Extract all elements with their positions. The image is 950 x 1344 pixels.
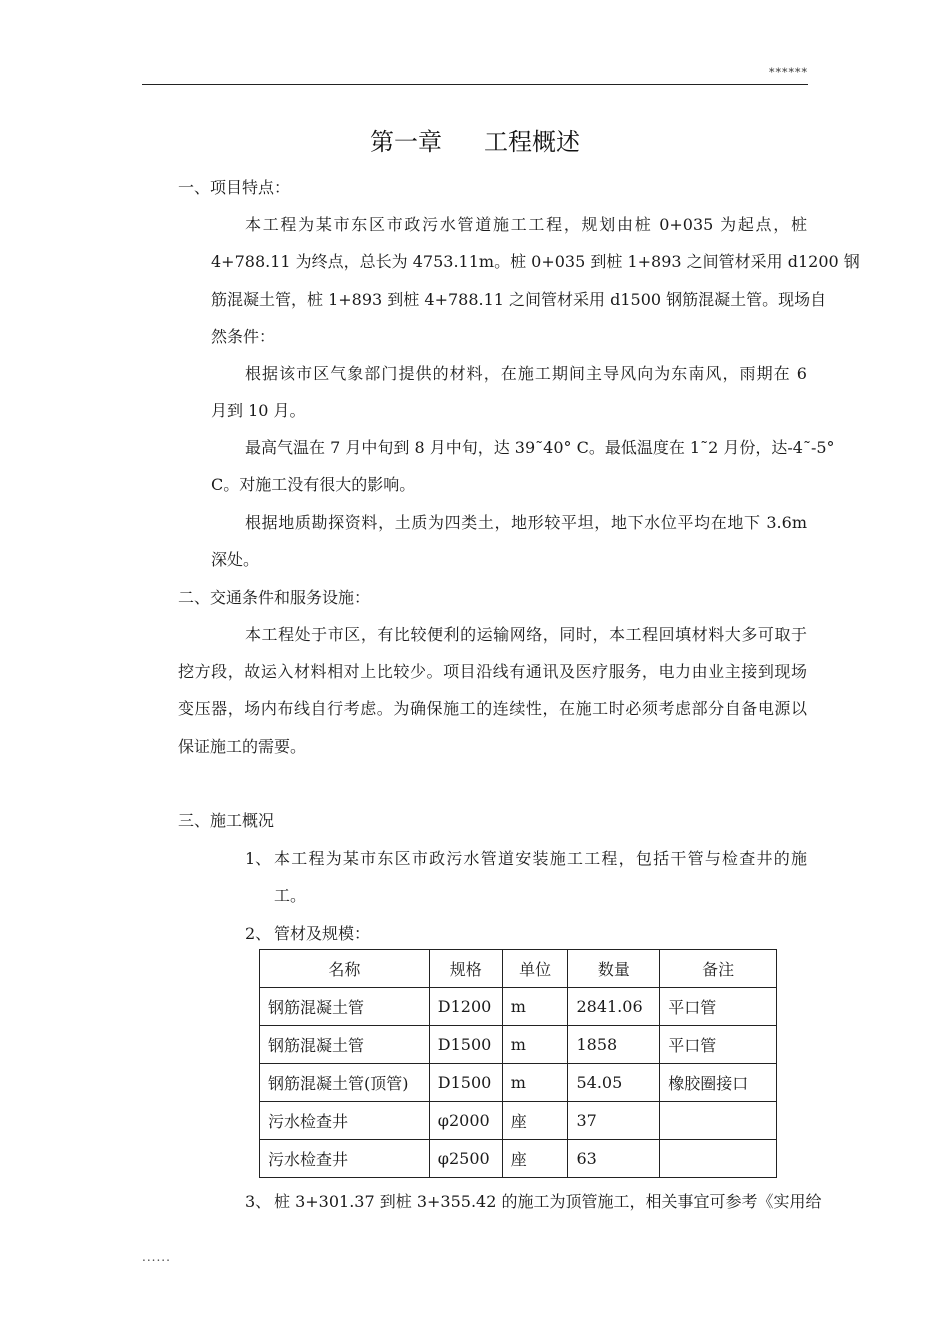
table-cell: m xyxy=(502,1064,568,1102)
section1-para4-line1: 根据地质勘探资料，土质为四类土，地形较平坦，地下水位平均在地下 3.6m xyxy=(245,513,807,532)
section2-para-line3: 变压器，场内布线自行考虑。为确保施工的连续性，在施工时必须考虑部分自备电源以 xyxy=(178,699,807,718)
section1-para2-line1: 根据该市区气象部门提供的材料，在施工期间主导风向为东南风，雨期在 6 xyxy=(245,364,807,383)
header-rule xyxy=(142,84,808,85)
section1-para3-line2: C。对施工没有很大的影响。 xyxy=(211,475,416,494)
section1-para3-line1: 最高气温在 7 月中旬到 8 月中旬，达 39˜40° C。最低温度在 1˜2 月份，达-4˜-5° xyxy=(245,438,835,457)
table-header-cell: 数量 xyxy=(568,950,660,988)
table-row xyxy=(260,1140,777,1178)
table-cell: 1858 xyxy=(568,1026,660,1064)
table-header-cell: 规格 xyxy=(429,950,502,988)
table-cell: D1500 xyxy=(429,1064,502,1102)
table-cell: 钢筋混凝土管(顶管) xyxy=(260,1064,430,1102)
table-cell: m xyxy=(502,1026,568,1064)
table-header-cell: 名称 xyxy=(260,950,430,988)
section1-para1-line2: 4+788.11 为终点，总长为 4753.11m。桩 0+035 到桩 1+893 之间管材采用 d1200 钢 xyxy=(211,252,860,271)
table-cell: 座 xyxy=(502,1102,568,1140)
item3-text: 桩 3+301.37 到桩 3+355.42 的施工为顶管施工，相关事宜可参考《实用给 xyxy=(274,1192,822,1211)
table-row xyxy=(260,1064,777,1102)
table-row xyxy=(260,1026,777,1064)
section2-para-line4: 保证施工的需要。 xyxy=(178,737,307,756)
table-row xyxy=(260,988,777,1026)
section2-para-line2: 挖方段，故运入材料相对上比较少。项目沿线有通讯及医疗服务，电力由业主接到现场 xyxy=(178,662,807,681)
item1-line2: 工。 xyxy=(274,886,307,905)
table-cell: 污水检查井 xyxy=(260,1140,430,1178)
item1-line1: 本工程为某市东区市政污水管道安装施工工程，包括干管与检查井的施 xyxy=(274,849,807,868)
table-cell: 54.05 xyxy=(568,1064,660,1102)
table-cell: φ2500 xyxy=(429,1140,502,1178)
table-cell: 37 xyxy=(568,1102,660,1140)
item3-number: 3、 xyxy=(245,1192,272,1211)
table-cell: 钢筋混凝土管 xyxy=(260,988,430,1026)
section3-heading: 三、施工概况 xyxy=(178,811,275,830)
section1-para1-line4: 然条件： xyxy=(211,327,276,346)
section1-para2-line2: 月到 10 月。 xyxy=(211,401,306,420)
table-cell: D1200 xyxy=(429,988,502,1026)
table-cell: 2841.06 xyxy=(568,988,660,1026)
table-header-cell: 单位 xyxy=(502,950,568,988)
table-cell: 座 xyxy=(502,1140,568,1178)
section2-heading: 二、交通条件和服务设施： xyxy=(178,588,371,607)
table-cell: φ2000 xyxy=(429,1102,502,1140)
materials-table xyxy=(259,949,777,1178)
header-mark: ****** xyxy=(769,66,808,79)
item1-number: 1、 xyxy=(245,849,272,868)
section2-para-line1: 本工程处于市区，有比较便利的运输网络，同时，本工程回填材料大多可取于 xyxy=(245,625,807,644)
page-title xyxy=(0,122,950,157)
chapter-number: 第一章 xyxy=(370,128,442,156)
table-cell: 63 xyxy=(568,1140,660,1178)
table-header-cell: 备注 xyxy=(660,950,777,988)
table-cell: 平口管 xyxy=(660,988,777,1026)
table-row xyxy=(260,1102,777,1140)
section1-heading: 一、项目特点： xyxy=(178,178,291,197)
table-cell: 污水检查井 xyxy=(260,1102,430,1140)
table-cell: 橡胶圈接口 xyxy=(660,1064,777,1102)
chapter-title: 工程概述 xyxy=(484,128,580,156)
footer-mark: ...... xyxy=(142,1250,171,1264)
section1-para1-line1: 本工程为某市东区市政污水管道施工工程，规划由桩 0+035 为起点，桩 xyxy=(245,215,807,234)
section1-para1-line3: 筋混凝土管，桩 1+893 到桩 4+788.11 之间管材采用 d1500 钢筋混凝土管。现场自 xyxy=(211,290,827,309)
table-header-row xyxy=(260,950,777,988)
table-cell xyxy=(660,1140,777,1178)
table-cell: D1500 xyxy=(429,1026,502,1064)
table-cell: m xyxy=(502,988,568,1026)
table-cell: 平口管 xyxy=(660,1026,777,1064)
item2-text: 管材及规模： xyxy=(274,924,371,943)
section1-para4-line2: 深处。 xyxy=(211,550,260,569)
item2-number: 2、 xyxy=(245,924,272,943)
table-cell xyxy=(660,1102,777,1140)
table-cell: 钢筋混凝土管 xyxy=(260,1026,430,1064)
